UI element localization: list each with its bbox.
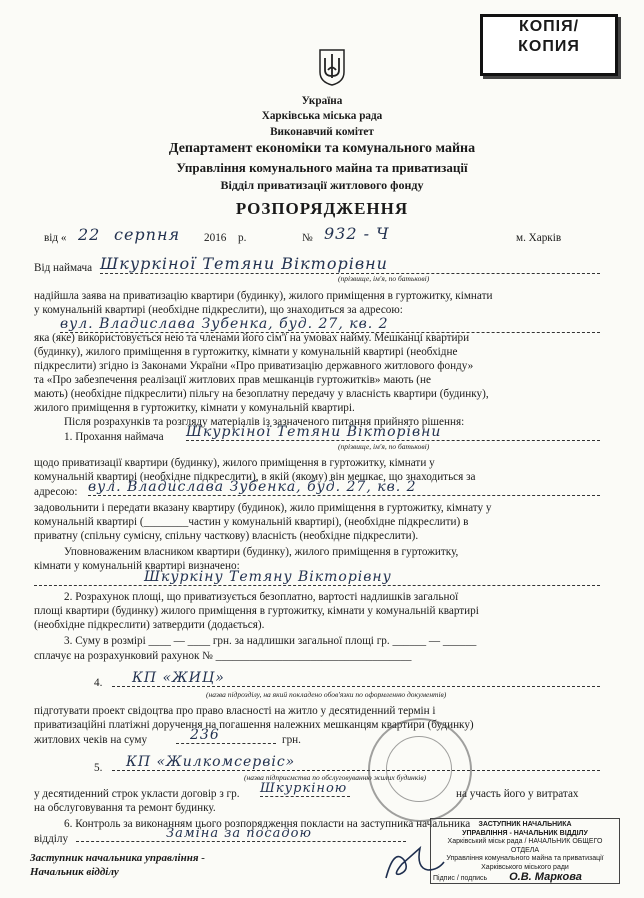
signature-scribble-icon (380, 840, 450, 884)
round-seal-stamp (368, 718, 472, 822)
p1-line6: та «Про забезпечення реалізації житлових прав мешканців гуртожитків» мають (не (34, 374, 431, 386)
date-year-suffix: р. (238, 232, 247, 244)
p2-line6: комунальній квартирі (________частин у комунальній квартирі), (необхідне підкреслити) в (34, 516, 469, 528)
p2-line5: задовольнити і передати вказану квартиру (будинок), жило приміщення в гуртожитку, кімнату у (34, 502, 492, 514)
p7-number: 5. (94, 762, 103, 774)
item1-name: Шкуркіної Тетяни Вікторівни (186, 424, 600, 441)
country: Україна (301, 95, 343, 107)
signature-title2: Начальник відділу (30, 866, 119, 878)
p1-line3: яка (яке) використовується нею та членами його сім'ї на умовах найму. Мешканці квартири (34, 332, 470, 344)
p5-line2: сплачує на розрахунковий рахунок № ___________________________________ (34, 650, 412, 662)
stamp-line2: УПРАВЛІННЯ - НАЧАЛЬНИК ВІДДІЛУ (462, 829, 588, 837)
p3-line2: кімнати у комунальній квартирі визначено: (34, 560, 240, 572)
doc-title: РОЗПОРЯДЖЕННЯ (235, 199, 409, 218)
p2-line2: щодо приватизації квартири (будинку), жилого приміщення в гуртожитку, кімнати у (34, 457, 435, 469)
p3-line1: Уповноваженим власником квартири (будинку), жилого приміщення в гуртожитку, (64, 546, 459, 558)
council: Харківська міська рада (261, 110, 383, 122)
p1-line1: надійшла заява на приватизацію квартири (будинку), жилого приміщення в гуртожитку, кімнати (34, 290, 493, 302)
stamp-line4: Управління комунального майна та приватизації (446, 855, 604, 862)
p7-enterprise: КП «Жилкомсервіс» (112, 754, 600, 771)
stamp-line6: Підпис / подпись (433, 875, 488, 882)
p8-deputy: Заміна за посадою (76, 826, 406, 842)
item1-caption: (прізвище, ім'я, по батькові) (338, 442, 430, 451)
copy-stamp (480, 14, 618, 76)
date-day: 22 (78, 225, 101, 244)
p6-caption: (назва підрозділу, на який покладено обов'язки по оформленню документів) (206, 690, 447, 699)
doc-number: 932 - Ч (324, 224, 390, 243)
stamp-line1: ЗАСТУПНИК НАЧАЛЬНИКА (478, 821, 572, 828)
stamp-line3: Харківський міськ рада / НАЧАЛЬНИК ОБЩЕГО ОТДЕЛА (447, 838, 603, 854)
committee: Виконавчий комітет (270, 126, 374, 138)
p4-line3: (необхідне підкреслити) затвердити (додається). (34, 619, 265, 631)
p5-line1: 3. Суму в розмірі ____ — ____ грн. за надлишки загальної площі гр. ______ — ______ (64, 635, 477, 647)
p6-sum: 236 (176, 727, 276, 744)
item1-label: 1. Прохання наймача (64, 431, 164, 443)
directorate: Управління комунального майна та приватизації (176, 160, 468, 175)
p7-name: Шкуркіною (260, 781, 350, 797)
tenant-caption: (прізвище, ім'я, по батькові) (338, 274, 430, 283)
p1-line5: підкреслити) згідно із Законами України «Про приватизацію державного житлового фонду» (34, 360, 474, 372)
p1-line4: (будинку), жилого приміщення в гуртожитку, кімнати у комунальній квартирі (необхідне (34, 346, 458, 358)
city: м. Харків (516, 232, 562, 244)
signature-stamp (430, 818, 620, 884)
signature-title1: Заступник начальника управління - (30, 852, 205, 864)
p7-line1-end: на участь його у витратах (456, 788, 579, 800)
trident-emblem-icon (318, 48, 346, 86)
p4-line2: площі квартири (будинку) жилого приміщення в гуртожитку, кімнати у комунальній квартирі (34, 605, 479, 617)
copy-stamp-line2: КОПИЯ (518, 38, 580, 55)
date-label: від « (44, 232, 67, 244)
p2-address: вул. Владислава Зубенка, буд. 27, кв. 2 (88, 479, 600, 496)
p7-line1: у десятиденний строк укласти договір з гр. (34, 788, 240, 800)
date-month: серпня (114, 225, 181, 244)
p2-address-label: адресою: (34, 486, 78, 498)
signer-name: О.В. Маркова (509, 871, 582, 883)
p6-line3: житлових чеків на суму (34, 734, 148, 746)
copy-stamp-line1: КОПІЯ/ (518, 18, 580, 35)
p1-line8: жилого приміщення в гуртожитку, кімнати у комунальній квартирі. (34, 402, 355, 414)
p6-currency: грн. (282, 734, 301, 746)
division: Відділ приватизації житлового фонду (220, 178, 424, 192)
p6-line1: підготувати проект свідоцтва про право власності на житло у десятиденний термін і (34, 705, 436, 717)
p7-caption: (назва підприємства по обслуговуванню жилих будинків) (244, 773, 427, 782)
department: Департамент економіки та комунального майна (168, 141, 476, 156)
tenant-label: Від наймача (34, 262, 93, 274)
decision-intro: Після розрахунків та розгляду матеріалів із зазначеного питання прийнято рішення: (64, 416, 465, 428)
p6-number: 4. (94, 677, 103, 689)
p4-line1: 2. Розрахунок площі, що приватизується безоплатно, вартості надлишків загальної (64, 591, 459, 603)
p8-line1: 6. Контроль за виконанням цього розпорядження покласти на заступника начальника (64, 818, 471, 830)
p2-line7: приватну (спільну сумісну, спільну часткову) власність (необхідне підкреслити). (34, 530, 419, 542)
p1-address: вул. Владислава Зубенка, буд. 27, кв. 2 (60, 316, 600, 333)
p8-line2: відділу (34, 833, 69, 845)
stamp-line5: Харківського міського ради (481, 863, 569, 871)
tenant-name: Шкуркіної Тетяни Вікторівни (100, 254, 600, 274)
p6-unit: КП «ЖИЦ» (112, 670, 600, 687)
number-label: № (302, 232, 313, 244)
p1-line2: у комунальній квартирі (необхідне підкреслити), що знаходиться за адресою: (34, 304, 403, 316)
p6-line2: приватизаційні платіжні доручення на погашення належних мешканцям квартири (будинку) (34, 719, 474, 731)
p2-line3: комунальній квартирі (необхідне підкреслити), в якій (якому) він мешкає, що знаходиться за (34, 471, 476, 483)
p1-line7: мають) (необхідне підкреслити) пільгу на безоплатну передачу у власність квартири (будинку), (34, 388, 489, 400)
p7-line2: на обслуговування та ремонт будинку. (34, 802, 216, 814)
owner-name: Шкуркіну Тетяну Вікторівну (34, 569, 600, 586)
date-year: 2016 (204, 232, 227, 244)
